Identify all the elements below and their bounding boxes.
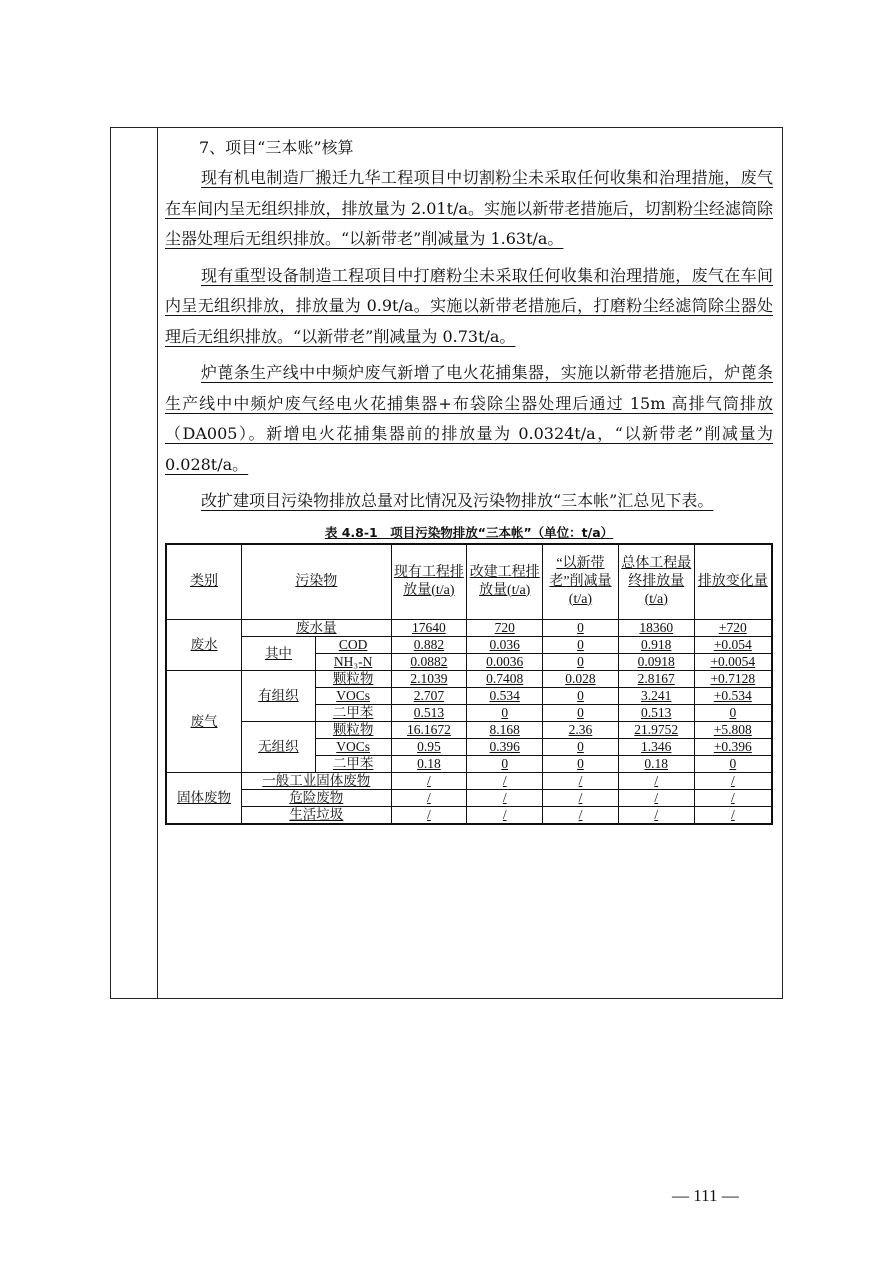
value-cell: 0.918 bbox=[618, 636, 694, 653]
value-cell: 21.9752 bbox=[618, 721, 694, 738]
pollutant-cell: NH₃-N bbox=[315, 653, 391, 670]
subgroup-organized: 有组织 bbox=[242, 670, 316, 721]
header-total: 总体工程最终排放量(t/a) bbox=[618, 544, 694, 620]
value-cell: +5.808 bbox=[694, 721, 772, 738]
value-cell: 0.0036 bbox=[467, 653, 543, 670]
value-cell: / bbox=[543, 772, 619, 789]
pollutant-cell: 颗粒物 bbox=[315, 721, 391, 738]
value-cell: / bbox=[694, 806, 772, 824]
paragraph-2: 现有重型设备制造工程项目中打磨粉尘未采取任何收集和治理措施，废气在车间内呈无组织排放，排放量为 0.9t/a。实施以新带老措施后，打磨粉尘经滤筒除尘器处理后无组织排放。“以新带老”削减量为 0.73t/a。 bbox=[165, 265, 773, 346]
table-row bbox=[166, 789, 772, 806]
value-cell: +0.534 bbox=[694, 687, 772, 704]
value-cell: 16.1672 bbox=[391, 721, 467, 738]
table-row bbox=[166, 636, 772, 653]
value-cell: 0 bbox=[543, 653, 619, 670]
pollutant-cell: 二甲苯 bbox=[315, 704, 391, 721]
header-pollutant: 污染物 bbox=[242, 544, 391, 620]
value-cell: 0.7408 bbox=[467, 670, 543, 687]
value-cell: / bbox=[391, 806, 467, 824]
header-rebuild: 改建工程排放量(t/a) bbox=[467, 544, 543, 620]
table-caption: 表 4.8-1 项目污染物排放“三本帐”（单位：t/a） bbox=[324, 524, 614, 540]
value-cell: 0.18 bbox=[618, 755, 694, 772]
table-row bbox=[166, 670, 772, 687]
value-cell: +720 bbox=[694, 619, 772, 636]
value-cell: +0.0054 bbox=[694, 653, 772, 670]
table-row bbox=[166, 721, 772, 738]
value-cell: 0 bbox=[543, 738, 619, 755]
value-cell: 0 bbox=[467, 704, 543, 721]
value-cell: 0.513 bbox=[391, 704, 467, 721]
frame-divider bbox=[157, 128, 158, 998]
pollutant-cell: 二甲苯 bbox=[315, 755, 391, 772]
pollutant-cell: COD bbox=[315, 636, 391, 653]
value-cell: 2.36 bbox=[543, 721, 619, 738]
group-solid-waste: 固体废物 bbox=[166, 772, 242, 824]
value-cell: 0.95 bbox=[391, 738, 467, 755]
main-content bbox=[165, 133, 773, 825]
group-exhaust: 废气 bbox=[166, 670, 242, 772]
header-category: 类别 bbox=[166, 544, 242, 620]
value-cell: +0.054 bbox=[694, 636, 772, 653]
value-cell: 0.036 bbox=[467, 636, 543, 653]
value-cell: 8.168 bbox=[467, 721, 543, 738]
header-change: 排放变化量 bbox=[694, 544, 772, 620]
paragraph-3: 炉蓖条生产线中中频炉废气新增了电火花捕集器，实施以新带老措施后，炉蓖条生产线中中频炉废气经电火花捕集器+布袋除尘器处理后通过 15m 高排气筒排放（DA005）。新增电火花捕集器前的排放量为 0.0324t/a，“以新带老”削减量为 0.028t/a。 bbox=[165, 363, 773, 474]
value-cell: 0 bbox=[543, 755, 619, 772]
header-existing: 现有工程排放量(t/a) bbox=[391, 544, 467, 620]
value-cell: 720 bbox=[467, 619, 543, 636]
value-cell: / bbox=[694, 772, 772, 789]
value-cell: 0 bbox=[694, 704, 772, 721]
value-cell: / bbox=[694, 789, 772, 806]
value-cell: / bbox=[543, 789, 619, 806]
table-row bbox=[166, 772, 772, 789]
value-cell: / bbox=[391, 789, 467, 806]
value-cell: 17640 bbox=[391, 619, 467, 636]
pollutant-cell: 废水量 bbox=[242, 619, 391, 636]
value-cell: 0 bbox=[543, 619, 619, 636]
value-cell: 0.513 bbox=[618, 704, 694, 721]
value-cell: 0.882 bbox=[391, 636, 467, 653]
pollutant-cell: 颗粒物 bbox=[315, 670, 391, 687]
value-cell: 0 bbox=[467, 755, 543, 772]
group-wastewater: 废水 bbox=[166, 619, 242, 670]
value-cell: 0.18 bbox=[391, 755, 467, 772]
value-cell: / bbox=[391, 772, 467, 789]
table-header-row bbox=[166, 544, 772, 620]
value-cell: 0.0882 bbox=[391, 653, 467, 670]
value-cell: 0 bbox=[543, 687, 619, 704]
value-cell: 2.1039 bbox=[391, 670, 467, 687]
pollutant-cell: 生活垃圾 bbox=[242, 806, 391, 824]
pollutant-cell: VOCs bbox=[315, 687, 391, 704]
header-reduction: “以新带老”削减量(t/a) bbox=[543, 544, 619, 620]
value-cell: 3.241 bbox=[618, 687, 694, 704]
value-cell: / bbox=[467, 806, 543, 824]
table-row bbox=[166, 619, 772, 636]
paragraph-4: 改扩建项目污染物排放总量对比情况及污染物排放“三本帐”汇总见下表。 bbox=[201, 491, 714, 510]
value-cell: 0.0918 bbox=[618, 653, 694, 670]
value-cell: / bbox=[618, 772, 694, 789]
value-cell: / bbox=[543, 806, 619, 824]
table-row bbox=[166, 806, 772, 824]
emissions-table bbox=[165, 543, 773, 825]
value-cell: +0.7128 bbox=[694, 670, 772, 687]
pollutant-cell: 一般工业固体废物 bbox=[242, 772, 391, 789]
paragraph-1: 现有机电制造厂搬迁九华工程项目中切割粉尘未采取任何收集和治理措施，废气在车间内呈无组织排放，排放量为 2.01t/a。实施以新带老措施后，切割粉尘经滤筒除尘器处理后无组织排放。“以新带老”削减量为 1.63t/a。 bbox=[165, 168, 773, 248]
value-cell: 0 bbox=[694, 755, 772, 772]
subgroup-wastewater: 其中 bbox=[242, 636, 316, 670]
value-cell: +0.396 bbox=[694, 738, 772, 755]
value-cell: 2.707 bbox=[391, 687, 467, 704]
pollutant-cell: VOCs bbox=[315, 738, 391, 755]
value-cell: 18360 bbox=[618, 619, 694, 636]
value-cell: 0.028 bbox=[543, 670, 619, 687]
value-cell: 0 bbox=[543, 704, 619, 721]
pollutant-cell: 危险废物 bbox=[242, 789, 391, 806]
page-number: — 111 — bbox=[672, 1186, 739, 1205]
value-cell: / bbox=[467, 772, 543, 789]
value-cell: / bbox=[618, 806, 694, 824]
value-cell: 0.396 bbox=[467, 738, 543, 755]
section-heading: 7、项目“三本账”核算 bbox=[199, 138, 354, 157]
value-cell: 1.346 bbox=[618, 738, 694, 755]
value-cell: 0.534 bbox=[467, 687, 543, 704]
subgroup-unorganized: 无组织 bbox=[242, 721, 316, 772]
value-cell: / bbox=[618, 789, 694, 806]
value-cell: 0 bbox=[543, 636, 619, 653]
value-cell: / bbox=[467, 789, 543, 806]
value-cell: 2.8167 bbox=[618, 670, 694, 687]
